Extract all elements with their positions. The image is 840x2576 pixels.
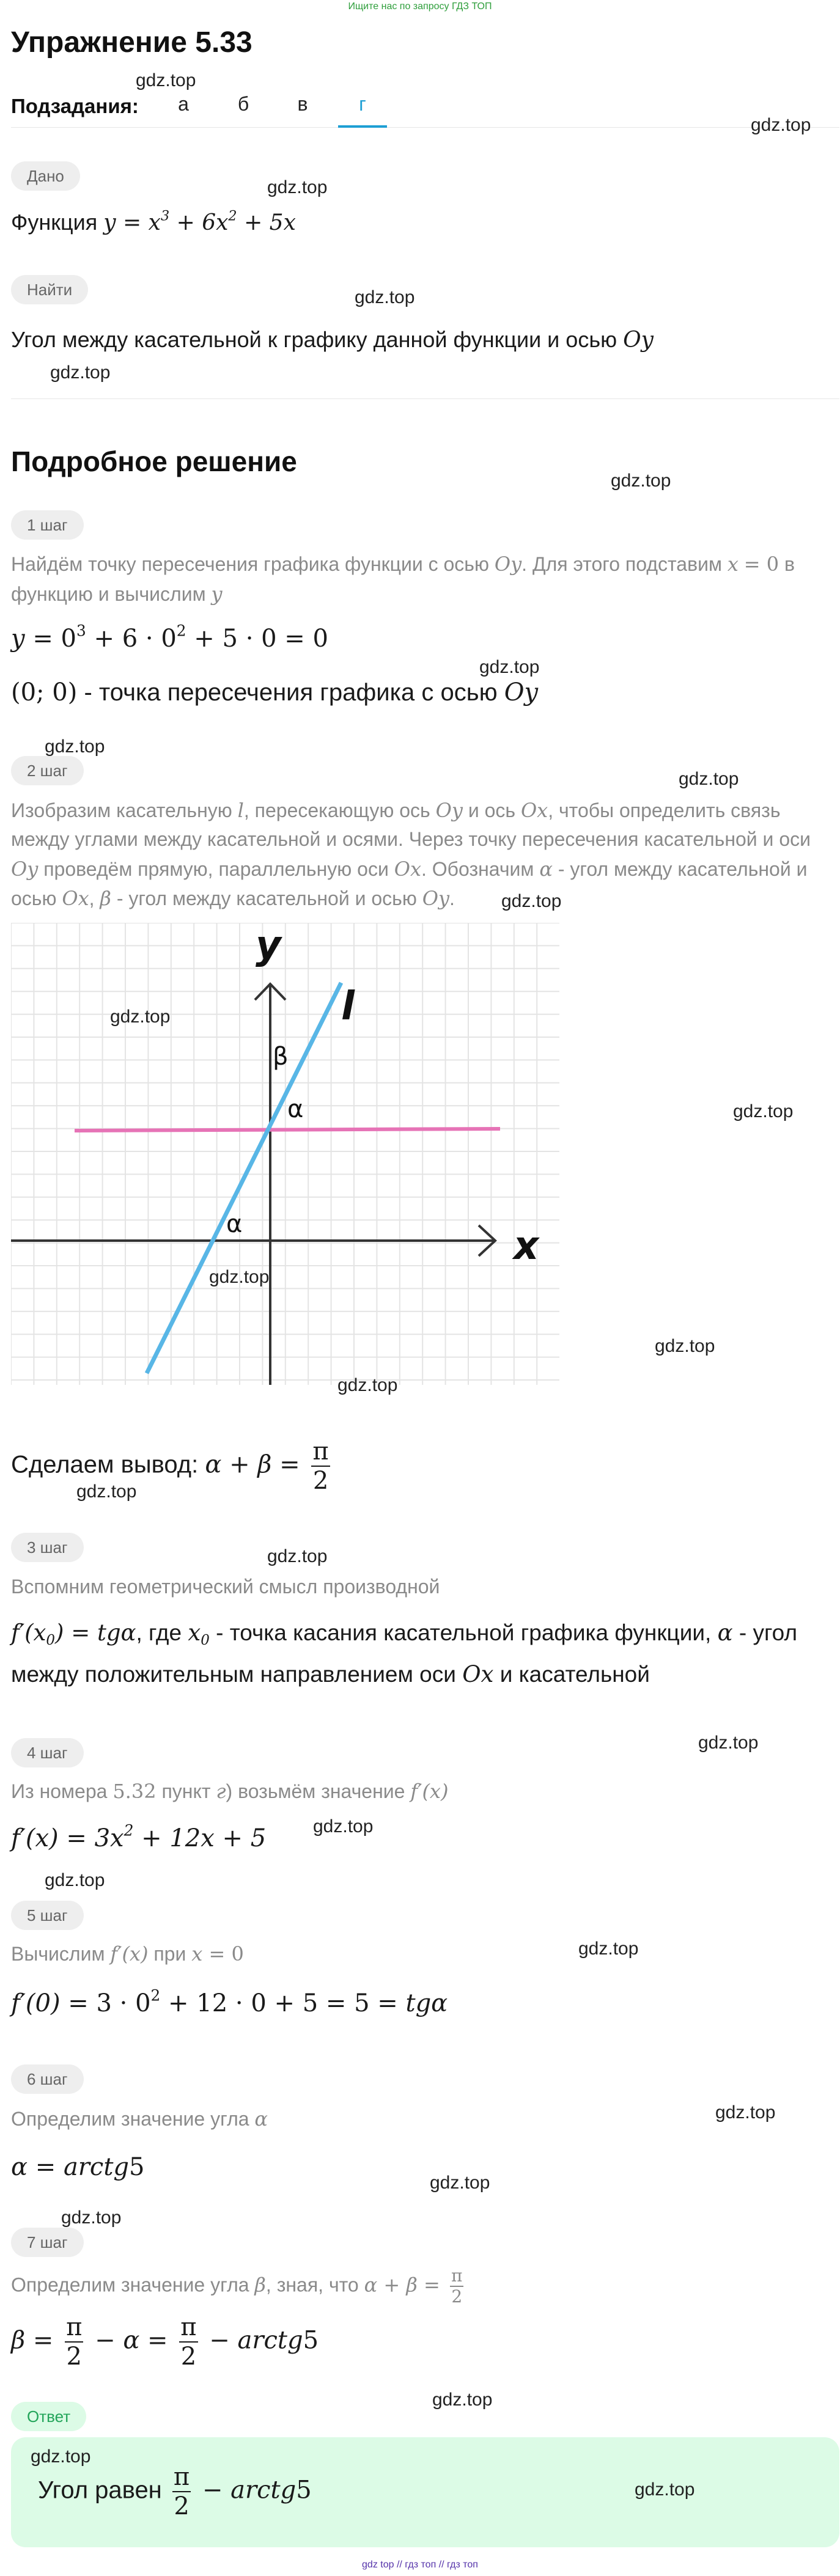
watermark: gdz.top	[635, 2479, 695, 2500]
watermark: gdz.top	[267, 177, 328, 197]
top-banner[interactable]: Ищите нас по запросу ГДЗ ТОП	[348, 1, 492, 12]
step-2-line-4: осью Ox, β - угол между касательной и осью Oy.	[11, 887, 455, 910]
watermark: gdz.top	[209, 1267, 270, 1287]
watermark: gdz.top	[715, 2102, 776, 2123]
answer-badge: Ответ	[11, 2402, 86, 2431]
watermark: gdz.top	[45, 1870, 105, 1890]
watermark: gdz.top	[698, 1733, 759, 1753]
watermark: gdz.top	[479, 657, 540, 677]
tangent-graph	[11, 923, 559, 1385]
step-7-badge: 7 шаг	[11, 2228, 84, 2257]
watermark: gdz.top	[733, 1101, 794, 1121]
step-1-line-1: Найдём точку пересечения графика функции с осью Oy. Для этого подставим x = 0 в	[11, 552, 795, 576]
tab-b[interactable]: б	[237, 93, 249, 115]
step-2-line-1: Изобразим касательную l, пересекающую ось Oy и ось Ox, чтобы определить связь	[11, 799, 781, 822]
watermark: gdz.top	[355, 287, 415, 307]
tab-g[interactable]: г	[359, 93, 366, 115]
watermark: gdz.top	[76, 1481, 137, 1502]
watermark: gdz.top	[611, 471, 671, 491]
step-1-result: (0; 0) - точка пересечения графика с осью Oy	[11, 678, 539, 706]
tabs-divider	[11, 127, 839, 128]
watermark: gdz.top	[430, 2173, 490, 2193]
step-4-intro: Из номера 5.32 пункт г) возьмём значение f′(x)	[11, 1780, 449, 1803]
graph-grid	[11, 923, 559, 1385]
step-1-formula: $y = 0^3 + 6 \cdot 0^2 + 5 \cdot 0 = 0$	[11, 622, 328, 653]
watermark: gdz.top	[337, 1375, 398, 1395]
given-text	[11, 210, 296, 235]
alpha-angle-label-bottom: α	[226, 1210, 243, 1238]
watermark: gdz.top	[501, 891, 562, 911]
section-divider	[11, 398, 839, 399]
step-6-badge: 6 шаг	[11, 2064, 84, 2094]
step-2-conclusion: Сделаем вывод: α + β = $\frac{\pi}{2}$	[11, 1437, 329, 1495]
watermark: gdz.top	[61, 2207, 122, 2228]
footer-banner[interactable]: gdz top // гдз топ // гдз топ	[362, 2559, 478, 2570]
step-4-badge: 4 шаг	[11, 1738, 84, 1767]
tab-v[interactable]: в	[297, 93, 308, 115]
step-1-badge: 1 шаг	[11, 510, 84, 540]
watermark: gdz.top	[655, 1336, 715, 1356]
step-7-intro: Определим значение угла β, зная, что α + β = $\frac{\pi}{2}$	[11, 2266, 463, 2307]
watermark: gdz.top	[31, 2446, 91, 2467]
watermark: gdz.top	[313, 1816, 374, 1837]
subtasks-label: Подзадания:	[11, 95, 139, 117]
y-axis-label: y	[256, 923, 281, 968]
solution-title: Подробное решение	[11, 446, 297, 477]
step-5-badge: 5 шаг	[11, 1901, 84, 1930]
watermark: gdz.top	[751, 115, 811, 135]
step-3-line-1: $f'(x_0) = tg\alpha$, где $x_0$ - точка касания касательной графика функции, α - угол	[11, 1620, 798, 1648]
watermark: gdz.top	[110, 1007, 171, 1027]
find-prefix: Угол между касательной к графику данной функции и осью	[11, 327, 617, 352]
step-2-line-3: Oy проведём прямую, параллельную оси Ox. Обозначим α - угол между касательной и	[11, 857, 808, 881]
watermark: gdz.top	[136, 70, 196, 90]
watermark: gdz.top	[267, 1546, 328, 1566]
step-2-badge: 2 шаг	[11, 756, 84, 785]
watermark: gdz.top	[578, 1939, 639, 1959]
step-2-line-2: между углами между касательной и осями. Через точку пересечения касательной и оси	[11, 828, 811, 850]
tangent-label: l	[341, 984, 355, 1029]
step-5-formula: $f'(0) = 3 \cdot 0^2 + 12 \cdot 0 + 5 = 5 = tg\alpha$	[11, 1986, 448, 2017]
given-formula: $y = x^3 + 6x^2 + 5x$	[103, 208, 296, 235]
alpha-angle-label-top: α	[287, 1095, 304, 1123]
active-tab-indicator	[338, 125, 387, 128]
step-3-line-2: между положительным направлением оси Ox и касательной	[11, 1661, 650, 1687]
tab-a[interactable]: а	[178, 93, 189, 115]
step-3-intro: Вспомним геометрический смысл производной	[11, 1576, 440, 1598]
beta-angle-label: β	[273, 1043, 289, 1071]
watermark: gdz.top	[679, 769, 739, 789]
step-6-formula: α = arctg5	[11, 2153, 145, 2181]
find-badge: Найти	[11, 275, 88, 304]
x-axis-label: x	[514, 1224, 539, 1269]
watermark: gdz.top	[45, 736, 105, 757]
answer-text: Угол равен $\frac{\pi}{2}$ − arctg5	[38, 2463, 312, 2520]
parallel-line	[75, 1129, 500, 1131]
step-3-badge: 3 шаг	[11, 1533, 84, 1562]
step-7-formula: β = $\frac{\pi}{2}$ − α = $\frac{\pi}{2}$ − arctg5	[11, 2313, 319, 2371]
step-5-intro: Вычислим f′(x) при x = 0	[11, 1942, 244, 1965]
find-axis: Oy	[623, 328, 654, 353]
step-6-intro: Определим значение угла α	[11, 2107, 268, 2130]
step-4-formula: $f'(x) = 3x^2 + 12x + 5$	[11, 1821, 267, 1852]
tangent-line	[147, 983, 341, 1373]
watermark: gdz.top	[432, 2390, 493, 2410]
given-prefix: Функция	[11, 210, 98, 235]
find-text	[11, 327, 654, 353]
step-1-line-2: функцию и вычислим y	[11, 582, 223, 606]
watermark: gdz.top	[50, 362, 111, 383]
page-title: Упражнение 5.33	[11, 26, 252, 59]
given-badge: Дано	[11, 161, 80, 191]
